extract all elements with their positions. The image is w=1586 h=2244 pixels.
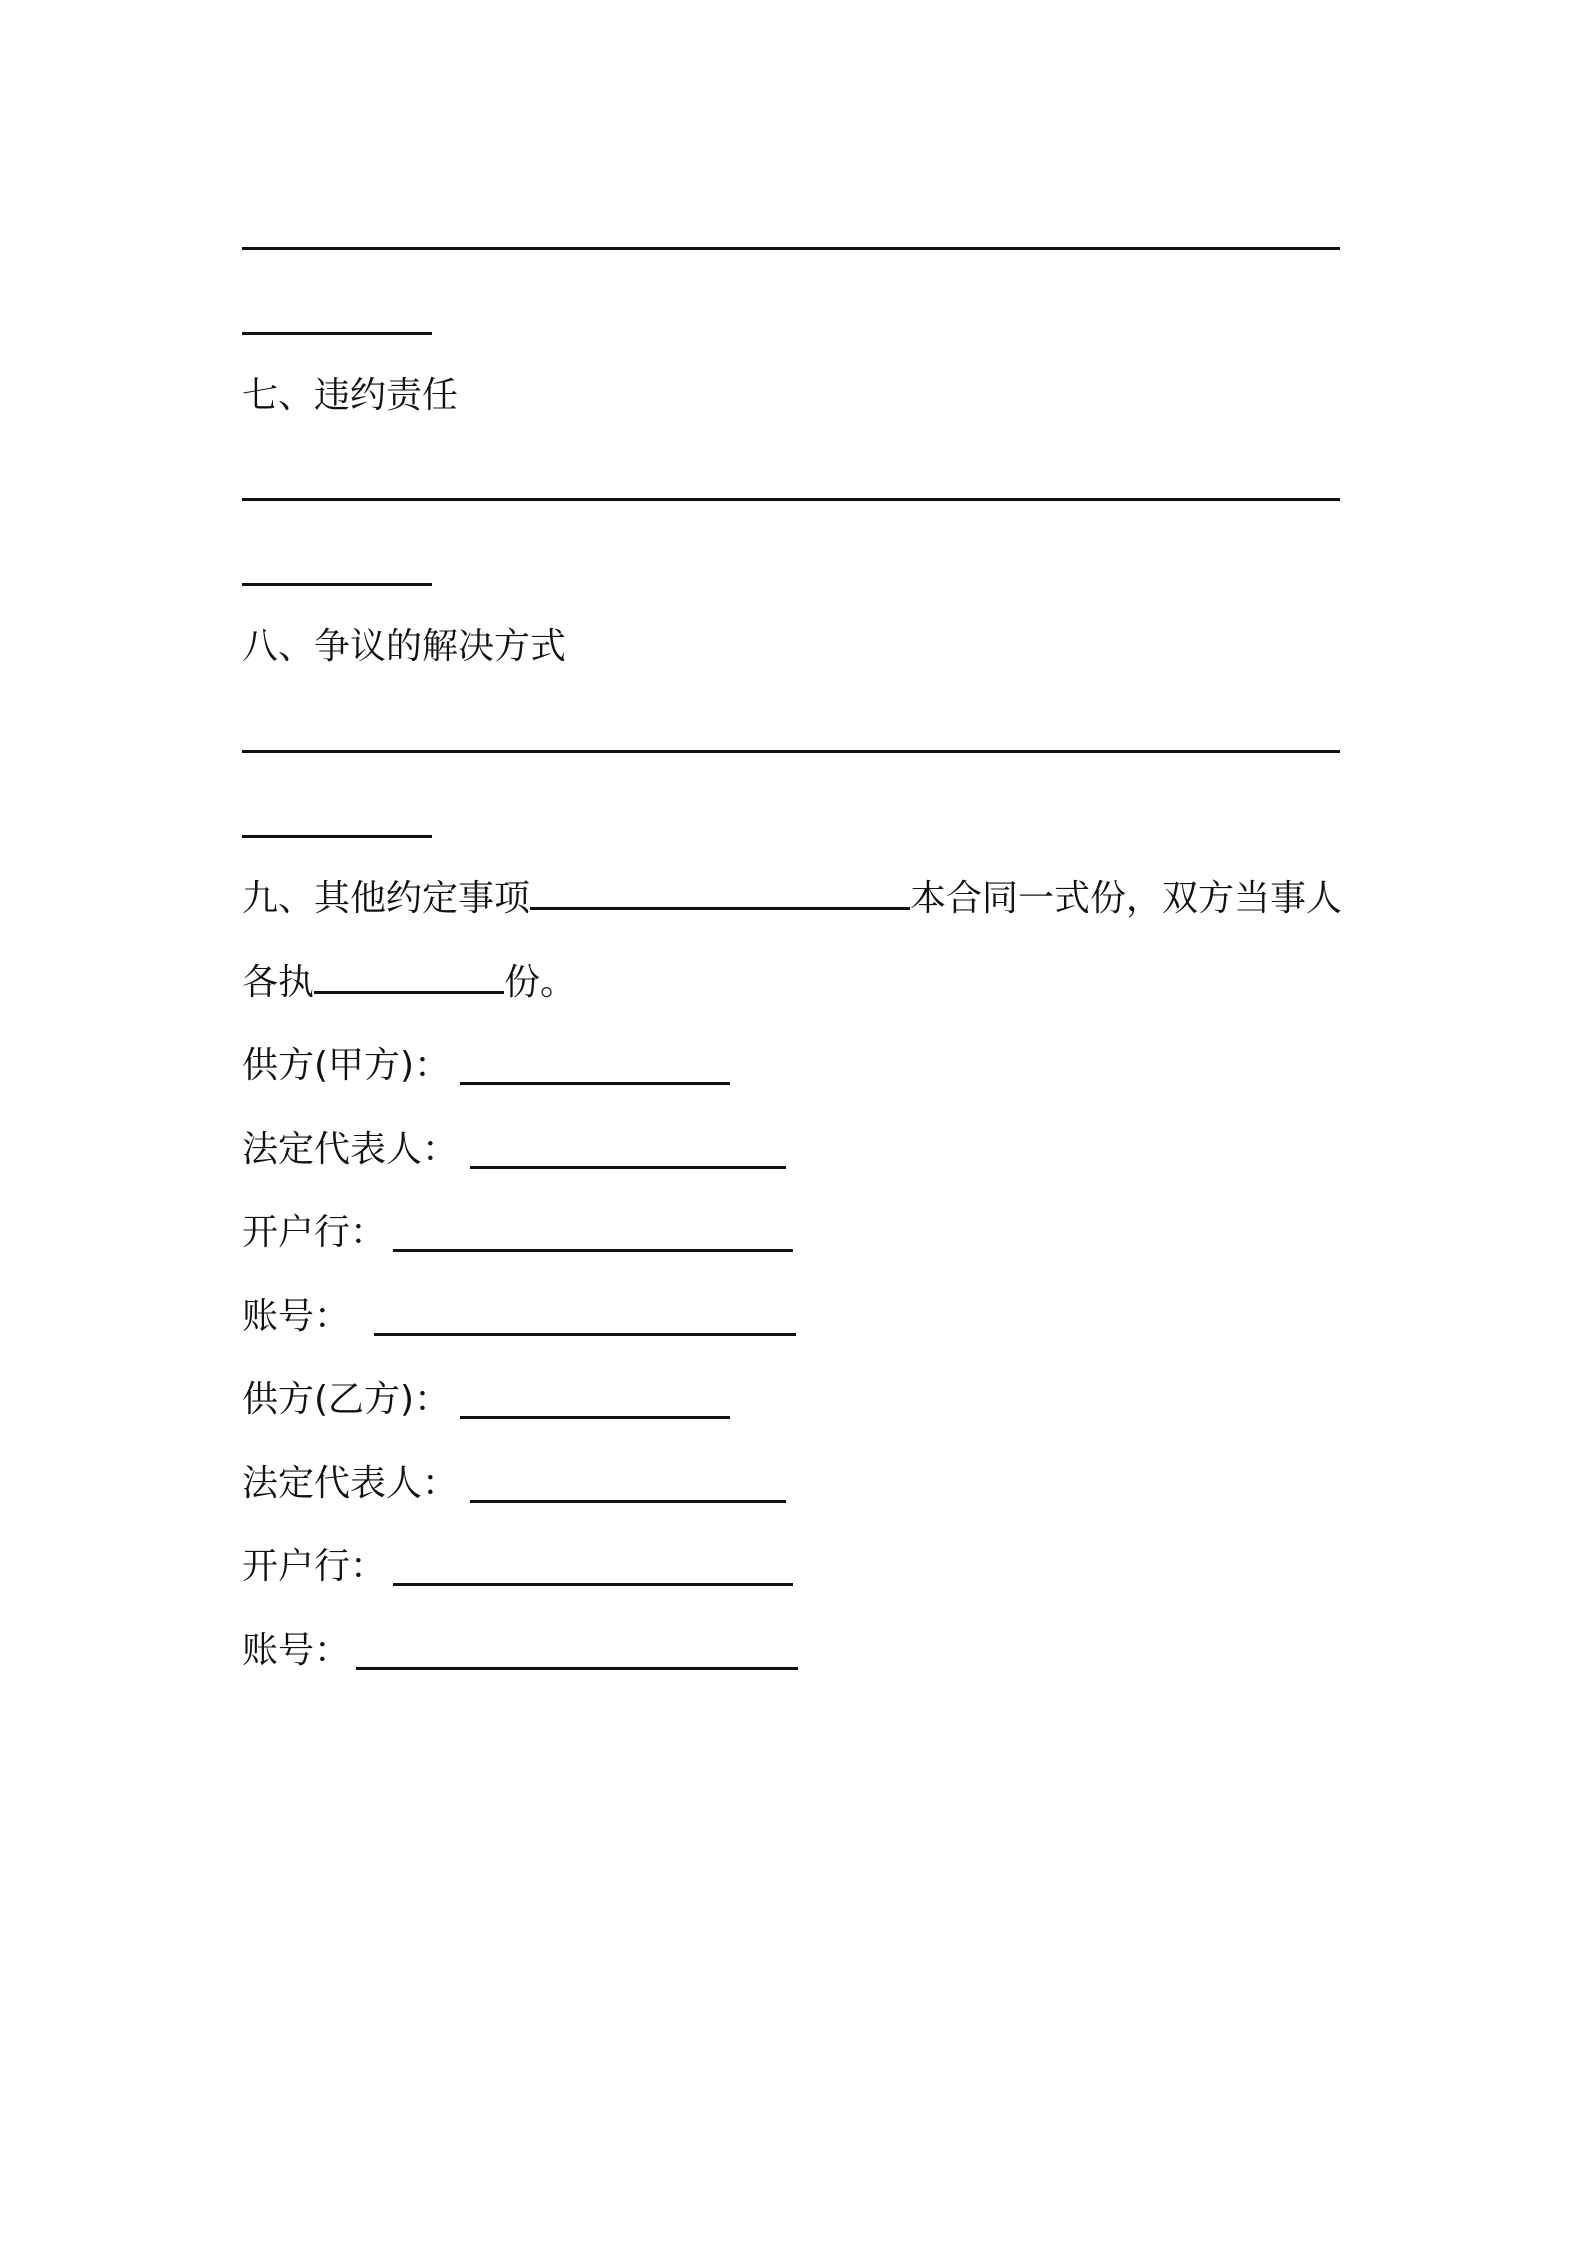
section-8-title: 八、争议的解决方式 <box>242 626 567 667</box>
blank-line-short[interactable] <box>242 835 432 838</box>
blank-line-short[interactable] <box>242 332 432 335</box>
blank-line[interactable] <box>242 498 1340 501</box>
party-a-account-blank[interactable] <box>374 1333 796 1336</box>
blank-line[interactable] <box>242 247 1340 250</box>
party-a-bank-blank[interactable] <box>393 1249 793 1252</box>
party-a-bank-label: 开户行： <box>242 1212 387 1253</box>
section-9-suffix: 本合同一式份，双方当事人 <box>910 878 1343 919</box>
party-b-rep-blank[interactable] <box>470 1500 786 1503</box>
copies-suffix: 份。 <box>504 962 577 1003</box>
section-9-line-1 <box>242 877 1342 921</box>
party-a-supplier-row <box>242 1044 450 1088</box>
party-b-bank-row <box>242 1545 386 1589</box>
party-b-bank-label: 开户行： <box>242 1546 387 1587</box>
copies-count-blank[interactable] <box>314 961 504 994</box>
section-9-prefix: 九、其他约定事项 <box>242 878 531 919</box>
party-a-supplier-label: 供方(甲方)： <box>242 1045 451 1086</box>
party-b-account-row <box>242 1629 350 1673</box>
party-a-rep-row <box>242 1128 458 1172</box>
copies-prefix: 各执 <box>242 962 315 1003</box>
party-a-rep-label: 法定代表人： <box>242 1129 459 1170</box>
party-b-supplier-label: 供方(乙方)： <box>242 1379 451 1420</box>
blank-line-short[interactable] <box>242 583 432 586</box>
other-matters-blank[interactable] <box>530 877 910 910</box>
party-b-rep-row <box>242 1462 458 1506</box>
party-a-account-label: 账号： <box>242 1296 351 1337</box>
section-9-line-2 <box>242 961 576 1005</box>
party-a-supplier-blank[interactable] <box>460 1082 730 1085</box>
party-b-account-blank[interactable] <box>356 1667 798 1670</box>
party-b-supplier-blank[interactable] <box>460 1416 730 1419</box>
party-a-rep-blank[interactable] <box>470 1166 786 1169</box>
blank-line[interactable] <box>242 750 1340 753</box>
party-b-supplier-row <box>242 1378 450 1422</box>
party-a-account-row <box>242 1295 350 1339</box>
party-b-rep-label: 法定代表人： <box>242 1463 459 1504</box>
party-b-bank-blank[interactable] <box>393 1583 793 1586</box>
section-7-title: 七、违约责任 <box>242 375 459 416</box>
party-a-bank-row <box>242 1211 386 1255</box>
party-b-account-label: 账号： <box>242 1630 351 1671</box>
